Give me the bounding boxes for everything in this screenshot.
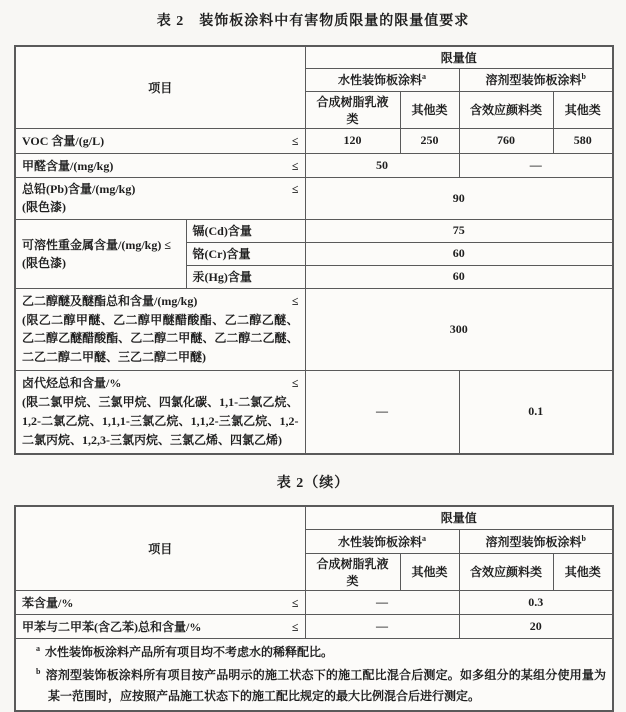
le-symbol: ≤ <box>291 134 299 148</box>
voc-label: VOC 含量/(g/L) <box>22 134 105 148</box>
footnote-b-text: 溶剂型装饰板涂料所有项目按产品明示的施工状态下的施工配比混合后测定。如多组分的某组分使用量为某一范围时，应按照产品施工状态下的施工配比规定的最大比例混合后进行测定。 <box>45 667 607 703</box>
lead-label: 总铅(Pb)含量/(mg/kg) <box>22 182 136 196</box>
header-item-label: 项目 <box>148 80 173 95</box>
row-halogenated <box>15 370 613 454</box>
header-solvent-other-cell: 其他类 <box>553 91 613 128</box>
le-symbol: ≤ <box>291 293 299 308</box>
header-item-cell <box>15 46 305 128</box>
le-symbol: ≤ <box>291 595 299 610</box>
benzene-value-solvent: 0.3 <box>459 590 613 614</box>
footnote-a-marker: a <box>36 643 40 653</box>
row-heavy-metal-cd <box>15 219 613 242</box>
header-solvent-label: 溶剂型装饰板涂料 <box>485 534 582 549</box>
halogenated-note: (限二氯甲烷、三氯甲烷、四氯化碳、1,1-二氯乙烷、1,2-二氯乙烷、1,1,1-三氯乙烷、1,1,2-三氯乙烷、1,2-二氯丙烷、1,2,3-三氯丙烷、三氯乙烯、四氯乙烯) <box>22 395 299 447</box>
row-lead <box>15 177 613 219</box>
benzene-value-water: — <box>305 590 459 614</box>
table2-title: 表 2（续） <box>276 476 350 491</box>
table1-header-row1 <box>15 46 613 68</box>
header-solvent-label: 溶剂型装饰板涂料 <box>485 73 582 87</box>
chromium-label-cell: 铬(Cr)含量 <box>186 242 305 265</box>
voc-value-effect-pigment: 760 <box>459 128 553 153</box>
footnote-b-marker: b <box>581 533 586 543</box>
cadmium-value: 75 <box>305 219 613 242</box>
heavy-metals-label: 可溶性重金属含量/(mg/kg) <box>22 237 162 252</box>
benzene-label: 苯含量/% <box>22 595 74 610</box>
header-waterborne-cell <box>305 68 459 91</box>
header-solvent-cell <box>459 68 613 91</box>
chromium-value: 60 <box>305 242 613 265</box>
formaldehyde-value-water: 50 <box>305 153 459 177</box>
header-solvent-cell <box>459 529 613 553</box>
toluene-xylene-value-water: — <box>305 614 459 638</box>
header-waterborne-label: 水性装饰板涂料 <box>337 534 422 549</box>
glycol-ethers-note: (限乙二醇甲醚、乙二醇甲醚醋酸酯、乙二醇乙醚、乙二醇乙醚醋酸酯、乙二醇二甲醚、乙二醇二乙醚、二乙二醇二甲醚、三乙二醇二甲醚) <box>22 312 299 364</box>
toluene-xylene-label-cell <box>15 614 305 638</box>
row-voc <box>15 128 613 153</box>
lead-note: (限色漆) <box>22 200 66 214</box>
cadmium-label-cell: 镉(Cd)含量 <box>186 219 305 242</box>
header-effect-pigment-cell: 含效应颜料类 <box>459 553 553 590</box>
row-footnotes <box>15 638 613 711</box>
le-symbol: ≤ <box>291 182 299 196</box>
lead-label-cell <box>15 177 305 219</box>
formaldehyde-value-solvent: — <box>459 153 613 177</box>
footnotes-cell <box>15 638 613 711</box>
halogenated-value-solvent: 0.1 <box>459 370 613 454</box>
table1-title: 表 2 装饰板涂料中有害物质限量的限量值要求 <box>156 14 470 29</box>
mercury-label-cell: 汞(Hg)含量 <box>186 265 305 288</box>
footnote-a-marker: a <box>422 72 427 81</box>
le-symbol: ≤ <box>164 237 171 252</box>
header-limit-label: 限量值 <box>440 511 477 526</box>
header-item-label: 项目 <box>148 541 173 556</box>
voc-value-water-other: 250 <box>400 128 459 153</box>
row-toluene-xylene <box>15 614 613 638</box>
heavy-metals-note: (限色漆) <box>22 255 66 270</box>
footnote-a <box>22 642 606 663</box>
halogenated-value-water: — <box>305 370 459 454</box>
table2-header-row1 <box>15 506 613 529</box>
mercury-value: 60 <box>305 265 613 288</box>
header-synthetic-resin-cell: 合成树脂乳液类 <box>305 553 400 590</box>
footnote-a-marker: a <box>422 533 426 543</box>
row-glycol-ethers <box>15 288 613 370</box>
header-waterborne-cell <box>305 529 459 553</box>
toluene-xylene-label: 甲苯与二甲苯(含乙苯)总和含量/% <box>22 619 202 634</box>
row-formaldehyde <box>15 153 613 177</box>
footnote-b-marker: b <box>581 72 586 81</box>
header-waterborne-label: 水性装饰板涂料 <box>338 73 423 87</box>
header-water-other-cell: 其他类 <box>400 91 459 128</box>
glycol-ethers-value: 300 <box>305 288 613 370</box>
header-synthetic-resin-cell: 合成树脂乳液类 <box>305 91 400 128</box>
footnote-a-text: 水性装饰板涂料产品所有项目均不考虑水的稀释配比。 <box>45 644 334 659</box>
formaldehyde-label: 甲醛含量/(mg/kg) <box>22 158 114 173</box>
header-limit-cell <box>305 46 613 68</box>
glycol-ethers-label-cell <box>15 288 305 370</box>
header-limit-cell <box>305 506 613 529</box>
table1-limits <box>14 45 614 455</box>
voc-value-solvent-other: 580 <box>553 128 613 153</box>
formaldehyde-label-cell <box>15 153 305 177</box>
header-solvent-other-cell: 其他类 <box>553 553 613 590</box>
footnote-b <box>22 665 606 707</box>
header-item-cell <box>15 506 305 590</box>
header-limit-label: 限量值 <box>440 50 477 65</box>
halogenated-label-cell <box>15 370 305 454</box>
benzene-label-cell <box>15 590 305 614</box>
footnote-b-marker: b <box>36 666 41 676</box>
le-symbol: ≤ <box>291 619 299 634</box>
voc-value-synthetic-resin: 120 <box>305 128 400 153</box>
toluene-xylene-value-solvent: 20 <box>459 614 613 638</box>
le-symbol: ≤ <box>291 376 299 391</box>
halogenated-label: 卤代烃总和含量/% <box>22 376 122 391</box>
row-benzene <box>15 590 613 614</box>
heavy-metals-label-cell <box>15 219 186 288</box>
table2-continued <box>14 505 614 712</box>
voc-label-cell <box>15 128 305 153</box>
le-symbol: ≤ <box>291 158 299 173</box>
header-water-other-cell: 其他类 <box>400 553 459 590</box>
glycol-ethers-label: 乙二醇醚及醚酯总和含量/(mg/kg) <box>22 293 198 308</box>
header-effect-pigment-cell: 含效应颜料类 <box>459 91 553 128</box>
lead-value: 90 <box>305 177 613 219</box>
